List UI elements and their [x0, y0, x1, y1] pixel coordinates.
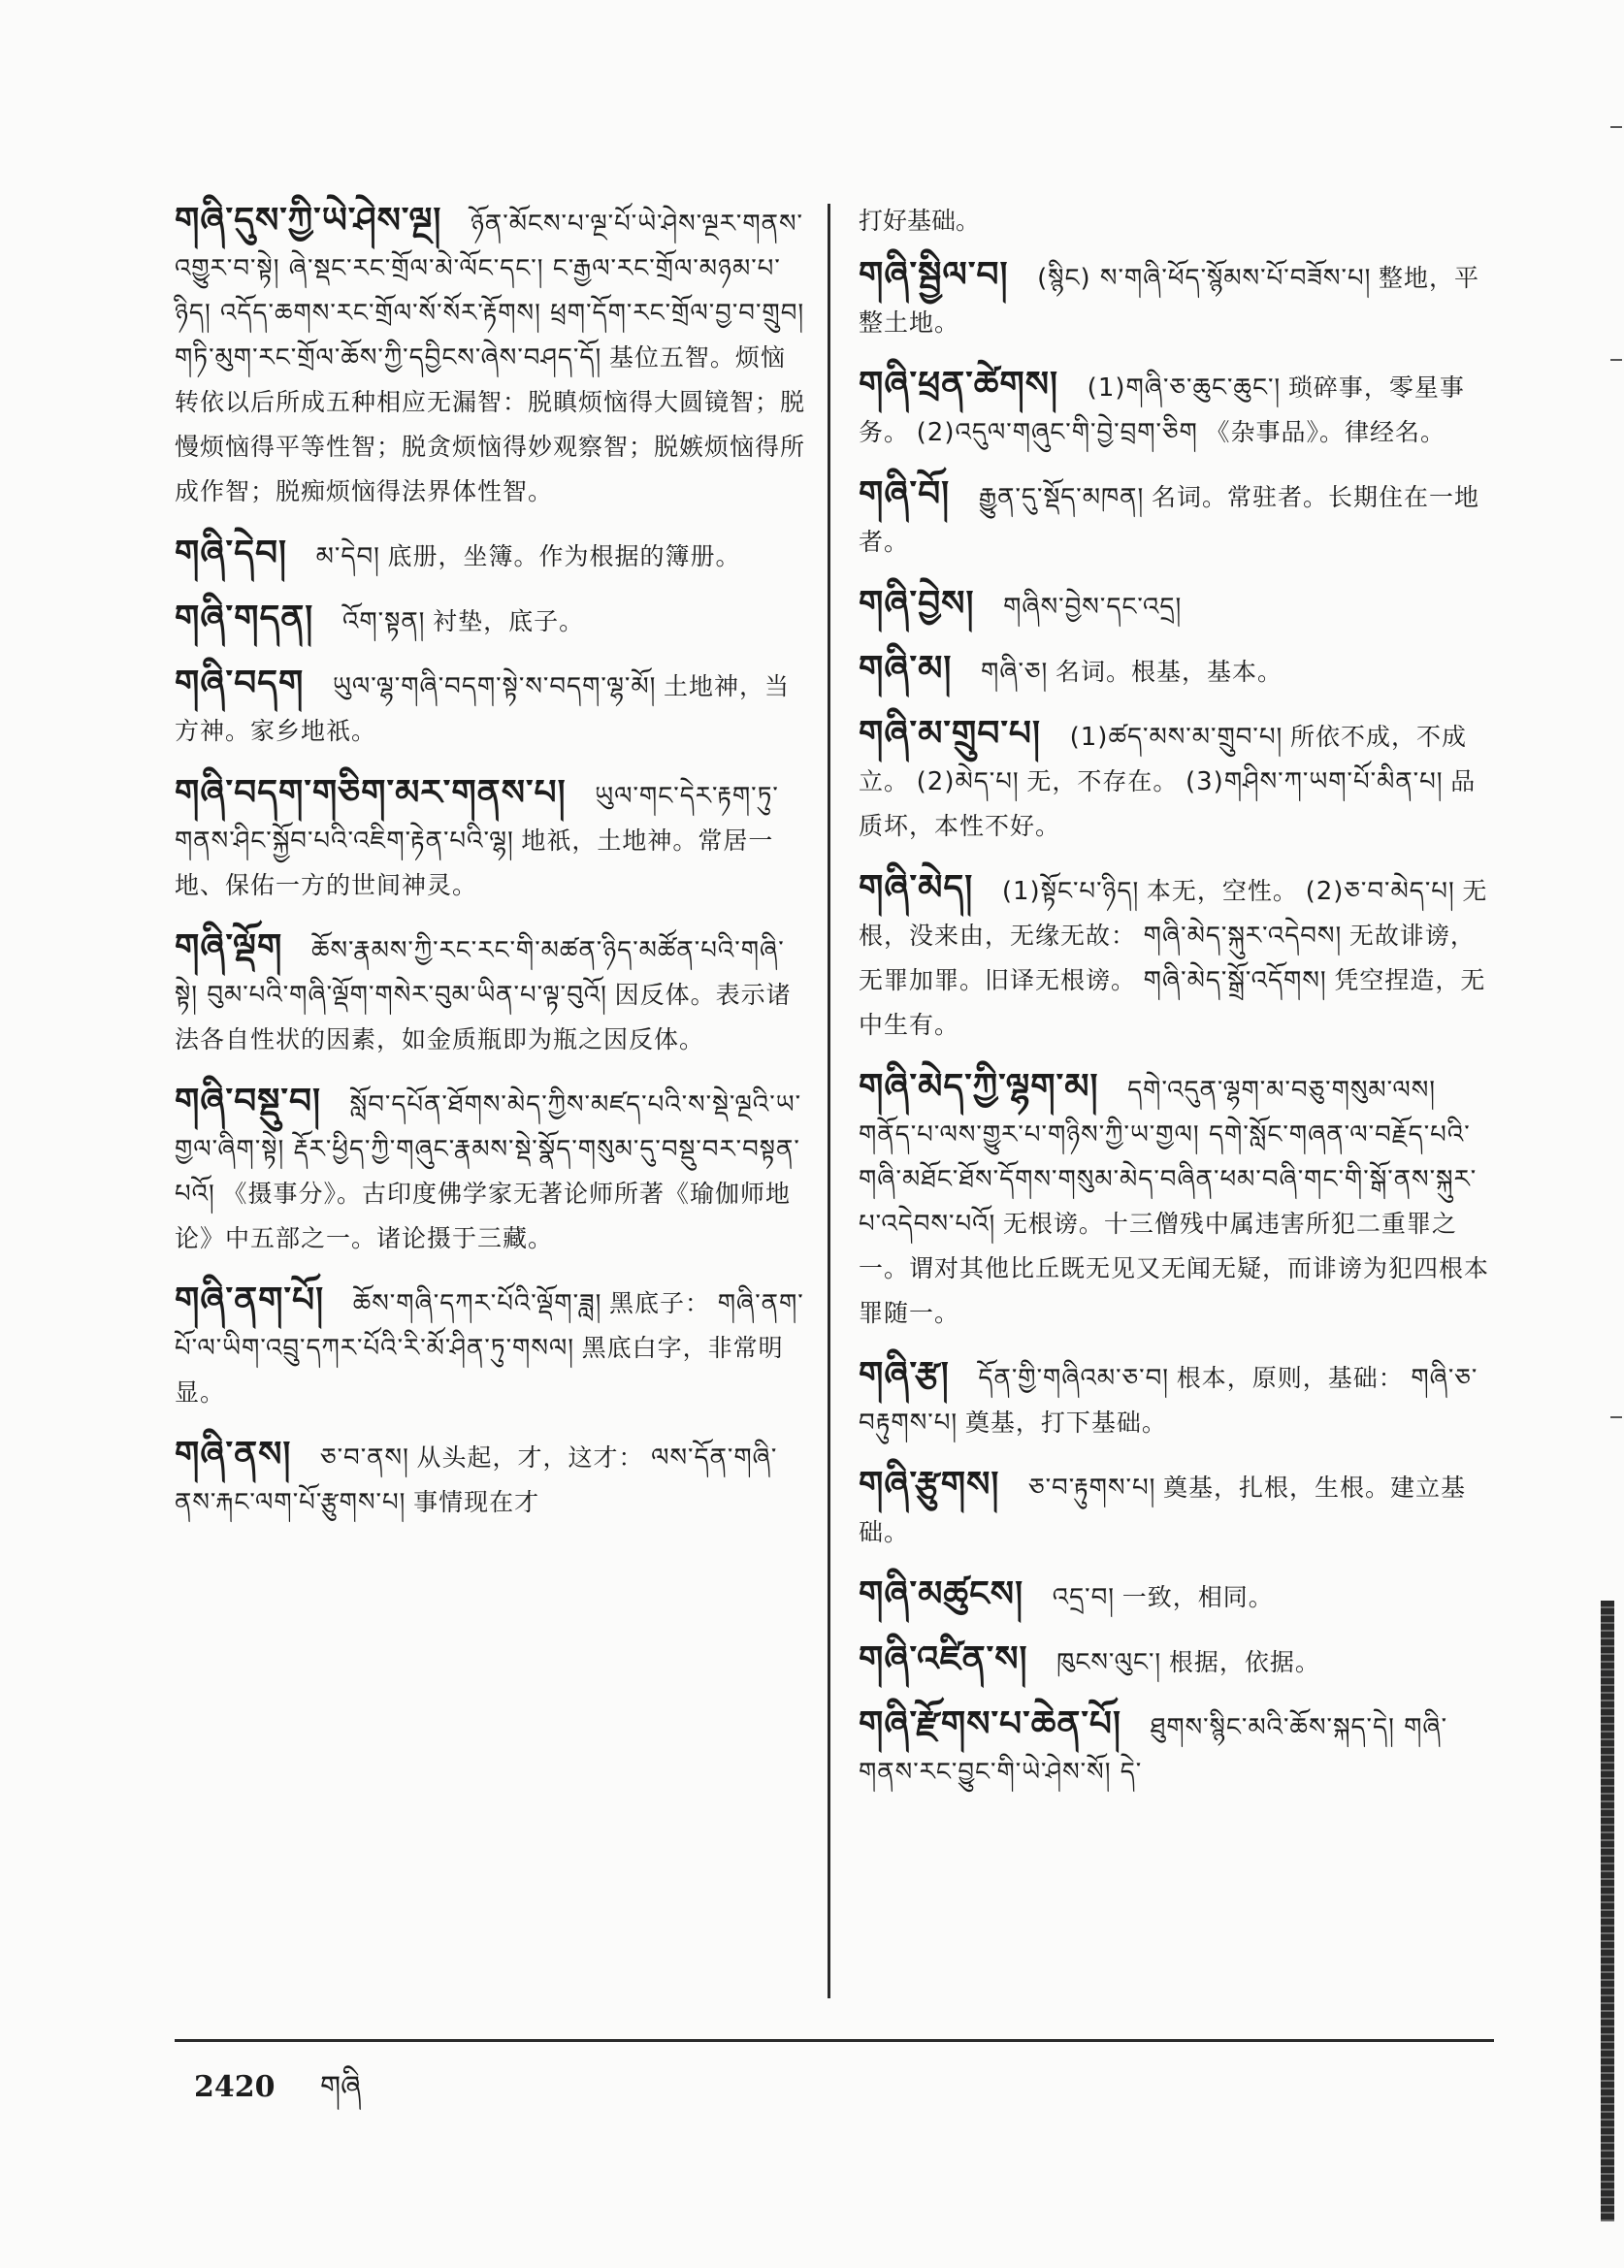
- entry-tibetan-definition: གཞིས་བྱེས་དང་འདྲ།: [1003, 593, 1183, 622]
- entry-tibetan-definition: མ་དེབ།: [315, 542, 380, 571]
- entry-example-tibetan: གཞི་ནག་པོ་ལ་ཡིག་འབྲུ་དཀར་པོའི་རི་མོ་ཤིན་ཏུ་གསལ།: [175, 1289, 804, 1363]
- entry-tibetan-definition: རྒྱུན་དུ་སྡོད་མཁན།: [978, 483, 1145, 512]
- scan-edge-tick: [1610, 126, 1622, 128]
- entry-chinese-definition: 根本，原则，基础：: [1176, 1364, 1404, 1392]
- entry-example-chinese: 凭空捏造，无中生有。: [859, 966, 1486, 1039]
- entry-tibetan-definition: (1)སྟོང་པ་ཉིད།: [1001, 877, 1140, 906]
- column-divider: [828, 204, 830, 1998]
- entry-chinese-definition: 地祇，土地神。常居一地、保佑一方的世间神灵。: [175, 826, 774, 899]
- entry-headword: གཞི་ནག་པོ།: [175, 1280, 325, 1320]
- entry-chinese-definition: 土地神，当方神。家乡地祇。: [175, 672, 791, 745]
- entry-sense-2-chinese: 无根，没来由，无缘无故：: [859, 877, 1488, 950]
- dictionary-entry: [175, 1433, 805, 1525]
- entry-tibetan-definition: ཆོས་གཞི་དཀར་པོའི་ལྡོག་ཟླ།: [352, 1289, 602, 1318]
- entry-tibetan-definition: གཞི་ཅ།: [981, 658, 1049, 687]
- dictionary-entry: [859, 582, 1489, 630]
- entry-example-tibetan: གཞི་མེད་སྒྲོ་འདོགས།: [1143, 966, 1327, 995]
- dictionary-entry: [859, 1572, 1489, 1620]
- entry-headword: གཞི་བསྡུ་བ།: [175, 1082, 322, 1121]
- footer-rule: [175, 2039, 1494, 2042]
- entry-tibetan-definition: ཉོན་མོངས་པ་ལྔ་པོ་ཡེ་ཤེས་ལྔར་གནས་འགྱུར་བ་སྟེ། ཞེ་སྡང་རང་གྲོལ་མེ་ལོང་དང་། ང་རྒྱལ་རང་གྲོལ་མཉམ་པ་ཉིད། འདོད་ཆགས་རང་གྲོལ་སོ་སོར་རྟོགས། ཕྲག་དོག་རང་གྲོལ་བྱ་བ་གྲུབ། གཏི་མུག་རང་གྲོལ་ཆོས་ཀྱི་དབྱིངས་ཞེས་བཤད་དོ།: [175, 210, 805, 373]
- right-column: [859, 199, 1489, 1812]
- entry-tibetan-definition: ཡུལ་གང་དེར་རྟག་ཏུ་གནས་ཤིང་སྐྱོབ་པའི་འཇིག་རྟེན་པའི་ལྷ།: [175, 782, 779, 856]
- entry-headword: གཞི་འཛིན་ས།: [859, 1639, 1028, 1679]
- dictionary-entry: [175, 597, 805, 644]
- entry-tibetan-definition: ཆོས་རྣམས་ཀྱི་རང་རང་གི་མཚན་ཉིད་མཚོན་པའི་གཞི་སྟེ། བུམ་པའི་གཞི་ལྡོག་གསེར་བུམ་ཡིན་པ་ལྟ་བུའོ།: [175, 936, 785, 1010]
- entry-headword: གཞི་རྫོགས་པ་ཆེན་པོ།: [859, 1704, 1121, 1744]
- entry-tibetan-definition: ཅ་བ་རྟུགས་པ།: [1028, 1474, 1156, 1503]
- dictionary-entry: [175, 662, 805, 754]
- entry-headword: གཞི་ལྡོག: [175, 927, 283, 967]
- entry-chinese-definition: 琐碎事，零星事务。: [859, 373, 1465, 446]
- scan-edge-tick: [1610, 359, 1622, 361]
- entry-tibetan-definition: ཅ་བ་ནས།: [320, 1443, 409, 1473]
- entry-chinese-definition: 从头起，才，这才：: [416, 1443, 644, 1472]
- entry-tibetan-definition: སློབ་དཔོན་ཐོགས་མེད་ཀྱིས་མཛད་པའི་ས་སྡེ་ལྔའི་ཡ་གྱལ་ཞིག་སྟེ། རྡོར་ཕྱིད་ཀྱི་གཞུང་རྣམས་སྡེ་སྣོད་གསུམ་དུ་བསྡུ་བར་བསྟན་པའོ།: [175, 1090, 802, 1209]
- dictionary-entry: [859, 712, 1489, 849]
- entry-chinese-definition: 因反体。表示诸法各自性状的因素，如金质瓶即为瓶之因反体。: [175, 981, 792, 1053]
- entry-sense-2-tibetan: (2)ཅ་བ་མེད་པ།: [1305, 877, 1455, 906]
- entry-chinese-definition: 所依不成，不成立。: [859, 723, 1467, 795]
- entry-headword: གཞི་མ།: [859, 649, 953, 689]
- entry-headword: གཞི་དུས་ཀྱི་ཡེ་ཤེས་ལྔ།: [175, 201, 442, 241]
- entry-sense-2-tibetan: (2)འདུལ་གཞུང་གི་བྱེ་བྲག་ཅིག: [916, 418, 1198, 447]
- entry-sense-3-chinese: 品质坏，本性不好。: [859, 767, 1477, 840]
- entry-headword: གཞི་མེད།: [859, 868, 974, 908]
- entry-headword: གཞི་བདག: [175, 664, 305, 703]
- entry-chinese-definition: 名词。根基，基本。: [1055, 658, 1283, 686]
- entry-headword: གཞི་གདན།: [175, 599, 314, 638]
- dictionary-entry: [859, 1065, 1489, 1336]
- entry-continuation: 打好基础。: [859, 207, 981, 235]
- entry-example-tibetan: གཞི་མེད་སྐུར་འདེབས།: [1143, 922, 1343, 951]
- scan-edge-tick: [1610, 1416, 1622, 1418]
- entry-chinese-definition: 黑底子：: [609, 1289, 711, 1317]
- entry-headword: གཞི་བོ།: [859, 474, 951, 514]
- dictionary-entry: [175, 771, 805, 908]
- left-column: [175, 199, 805, 1542]
- entry-headword: གཞི་སྦྱིལ་བ།: [859, 255, 1009, 295]
- entry-headword: གཞི་བྱེས།: [859, 584, 975, 624]
- dictionary-entry: [175, 1080, 805, 1261]
- entry-headword: གཞི་ནས།: [175, 1435, 292, 1474]
- page-number: 2420: [194, 2070, 276, 2104]
- entry-headword: གཞི་བདག་གཅིག་མར་གནས་པ།: [175, 773, 567, 813]
- dictionary-entry: [175, 925, 805, 1062]
- entry-tibetan-definition: དགེ་འདུན་ལྷག་མ་བཅུ་གསུམ་ལས། གནོད་པ་ལས་གྱུར་པ་གཉིས་ཀྱི་ཡ་གྱལ། དགེ་སློང་གཞན་ལ་བརྗོད་པའི་གཞི་མཐོང་ཐོས་དོགས་གསུམ་མེད་བཞིན་ཕམ་བཞི་གང་གི་སྒོ་ནས་སྐུར་པ་འདེབས་པའོ།: [859, 1076, 1478, 1239]
- entry-headword: གཞི་རྩུགས།: [859, 1465, 1000, 1505]
- entry-tibetan-definition: (1)གཞི་ཅ་ཆུང་ཆུང་།: [1087, 373, 1282, 403]
- entry-chinese-definition: 无根谤。十三僧残中属违害所犯二重罪之一。谓对其他比丘既无见又无闻无疑，而诽谤为犯四根本罪随一。: [859, 1210, 1490, 1327]
- entry-headword: གཞི་མེད་ཀྱི་ལྷག་མ།: [859, 1067, 1099, 1107]
- entry-sense-3-tibetan: (3)གཤིས་ཀ་ཡག་པོ་མིན་པ།: [1186, 767, 1444, 796]
- dictionary-entry: [859, 363, 1489, 455]
- dictionary-entry: [859, 1702, 1489, 1795]
- entry-tibetan-definition: (སྙིང) ས་གཞི་ཕོད་སྙོམས་པོ་བཟོས་པ།: [1037, 264, 1372, 293]
- entry-chinese-definition: 整地，平整土地。: [859, 264, 1480, 337]
- entry-chinese-definition: 根据，依据。: [1168, 1648, 1320, 1676]
- entry-example-chinese: 黑底白字，非常明显。: [175, 1334, 784, 1407]
- entry-tibetan-definition: ཡུལ་ལྷ་གཞི་བདག་སྟེ་ས་བདག་ལྷ་མོ།: [333, 672, 657, 701]
- dictionary-entry: [859, 1353, 1489, 1445]
- entry-chinese-definition: 一致，相同。: [1121, 1583, 1274, 1611]
- running-head: གཞི: [319, 2070, 362, 2104]
- entry-sense-2-chinese: 《杂事品》。律经名。: [1205, 418, 1446, 446]
- dictionary-entry: [859, 866, 1489, 1048]
- entry-sense-2-tibetan: (2)མེད་པ།: [916, 767, 1020, 796]
- dictionary-entry: [859, 1463, 1489, 1555]
- entry-chinese-definition: 基位五智。烦恼转依以后所成五种相应无漏智：脱瞋烦恼得大圆镜智；脱慢烦恼得平等性智；脱贪烦恼得妙观察智；脱嫉烦恼得所成作智；脱痴烦恼得法界体性智。: [175, 343, 806, 505]
- entry-headword: གཞི་དེབ།: [175, 534, 288, 573]
- entry-tibetan-definition: (1)ཚད་མས་མ་གྲུབ་པ།: [1069, 723, 1283, 752]
- scan-edge-artifact: [1601, 1601, 1614, 2221]
- dictionary-entry: [175, 199, 805, 514]
- entry-example-chinese: 事情现在才: [413, 1488, 540, 1516]
- dictionary-entry: [859, 1637, 1489, 1685]
- entry-headword: གཞི་མཚུངས།: [859, 1574, 1024, 1614]
- entry-example-tibetan: གཞི་ཅ་བརྟུགས་པ།: [859, 1364, 1478, 1438]
- entry-chinese-definition: 名词。常驻者。长期住在一地者。: [859, 483, 1479, 556]
- entry-tibetan-definition: ཁུངས་ལུང་།: [1056, 1648, 1162, 1677]
- entry-tibetan-definition: འདྲ་བ།: [1052, 1583, 1116, 1612]
- dictionary-entry: [175, 532, 805, 579]
- dictionary-entry: [175, 1279, 805, 1415]
- entry-chinese-definition: 奠基，扎根，生根。建立基础。: [859, 1474, 1467, 1546]
- entry-tibetan-definition: དོན་གྱི་གཞིའམ་ཅ་བ།: [978, 1364, 1170, 1393]
- entry-tibetan-definition: འོག་སྟན།: [341, 607, 426, 636]
- entry-sense-2-chinese: 无，不存在。: [1026, 767, 1179, 795]
- page-footer: [194, 2055, 361, 2136]
- entry-example-tibetan: ལས་དོན་གཞི་ནས་རྐང་ལག་པོ་རྩུགས་པ།: [175, 1443, 778, 1517]
- entry-chinese-definition: 衬垫，底子。: [433, 607, 585, 635]
- entry-headword: གཞི་ཕྲན་ཚེགས།: [859, 365, 1059, 405]
- entry-chinese-definition: 《摄事分》。古印度佛学家无著论师所著《瑜伽师地论》中五部之一。诸论摄于三藏。: [175, 1180, 791, 1252]
- entry-chinese-definition: 本无，空性。: [1146, 877, 1298, 905]
- dictionary-entry: [859, 472, 1489, 565]
- entry-example-chinese: 无故诽谤，无罪加罪。旧译无根谤。: [859, 922, 1476, 994]
- entry-headword: གཞི་མ་གྲུབ་པ།: [859, 714, 1041, 754]
- entry-example-chinese: 奠基，打下基础。: [964, 1409, 1167, 1437]
- entry-headword: གཞི་རྩ།: [859, 1355, 950, 1395]
- dictionary-entry: [859, 647, 1489, 695]
- entry-chinese-definition: 底册，坐簿。作为根据的簿册。: [387, 542, 741, 570]
- dictionary-entry: [859, 253, 1489, 345]
- entry-tibetan-definition: ཐུགས་སྙིང་མའི་ཆོས་སྐད་དེ། གཞི་གནས་རང་བྱུང་གི་ཡེ་ཤེས་སོ། དེ་: [859, 1713, 1448, 1787]
